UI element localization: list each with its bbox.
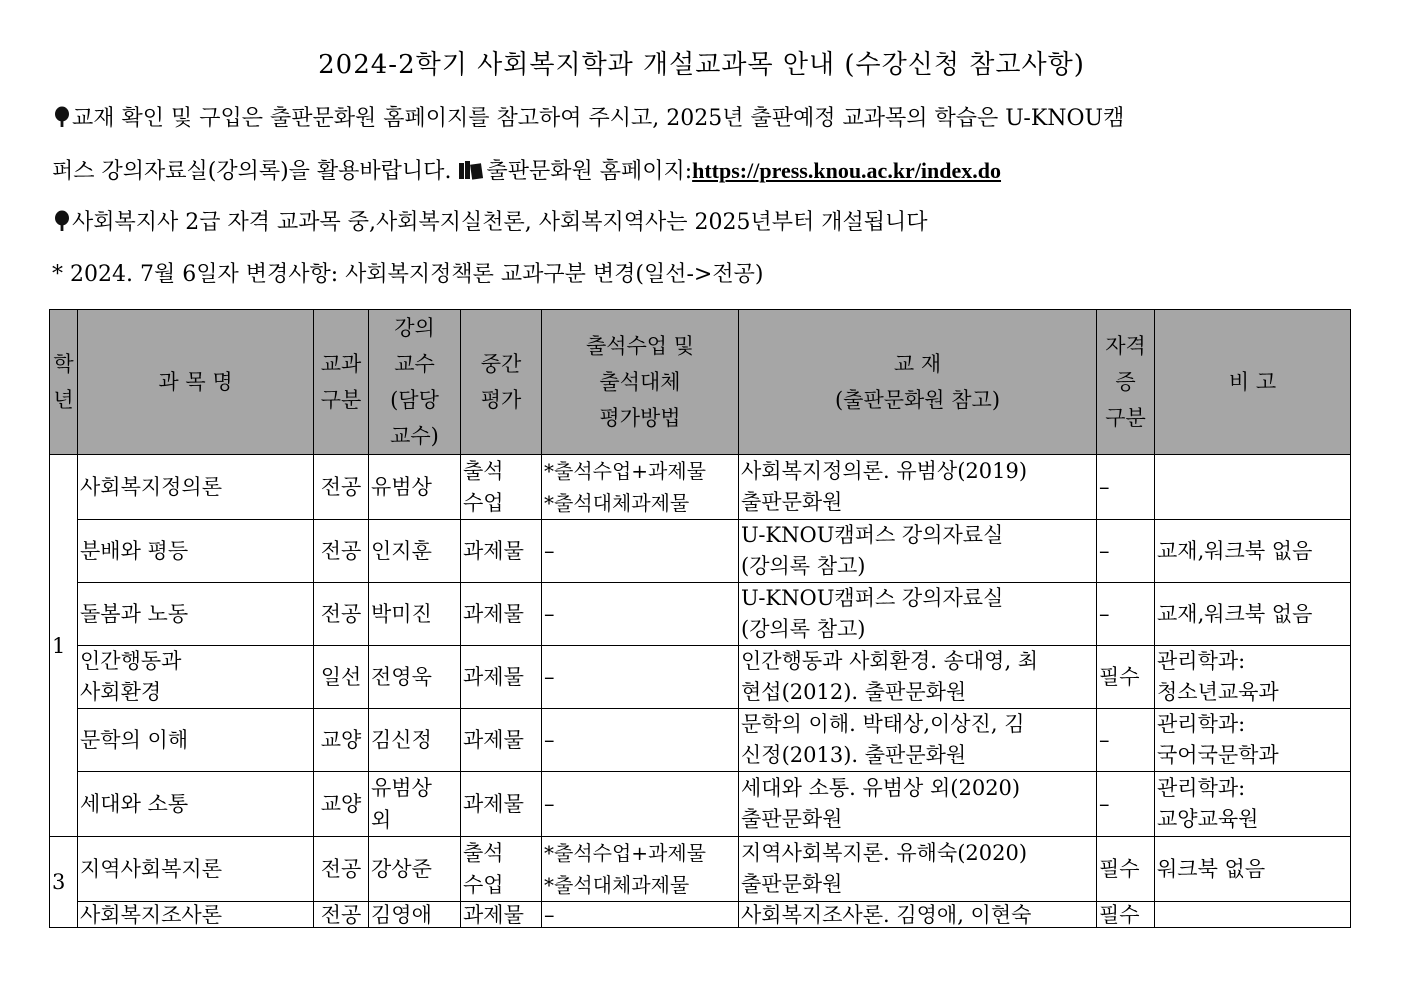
page-title: 2024-2학기 사회복지학과 개설교과목 안내 (수강신청 참고사항) <box>318 50 1085 80</box>
course-type-cell: 전공 <box>314 902 369 928</box>
cell-line: 워크북 없음 <box>1157 856 1266 881</box>
cell-line: – <box>544 792 555 816</box>
cell-line: 세대와 소통 <box>80 791 189 816</box>
cell-line: – <box>544 602 555 626</box>
cell-line: 교수) <box>390 424 439 448</box>
cell-line: 교과 <box>320 352 362 376</box>
midterm-cell <box>461 772 542 837</box>
course-name-cell <box>78 709 314 772</box>
certificate-cell: 필수 <box>1097 646 1155 709</box>
cell-line: 사회복지정의론 <box>80 474 223 499</box>
certificate-cell: – <box>1097 455 1155 520</box>
attendance-method-cell <box>542 902 739 928</box>
cell-line: 사회복지조사론 <box>80 902 223 927</box>
cell-line: 사회복지조사론. 김영애, 이현숙 <box>741 902 1032 927</box>
professor-cell <box>369 902 461 928</box>
change-notice: * 2024. 7월 6일자 변경사항: 사회복지정책론 교과구분 변경(일선->전공) <box>52 262 764 287</box>
cell-line: 지역사회복지론. 유해숙(2020) <box>741 841 1028 865</box>
table-row <box>50 646 1351 709</box>
cell-line: 과제물 <box>463 602 524 626</box>
cell-line: U-KNOU캠퍼스 강의자료실 <box>741 523 1004 547</box>
course-table <box>49 309 1351 928</box>
notice-text-3: 사회복지사 2급 자격 교과목 중,사회복지실천론, 사회복지역사는 2025년부터 개설됩니다 <box>72 210 928 235</box>
midterm-cell <box>461 455 542 520</box>
attendance-method-cell <box>542 837 739 902</box>
cell-line: *출석대체과제물 <box>544 873 690 897</box>
press-site-link[interactable]: https://press.knou.ac.kr/index.do <box>692 158 1002 183</box>
professor-cell <box>369 709 461 772</box>
header-prof <box>369 310 461 455</box>
certificate-cell: – <box>1097 583 1155 646</box>
professor-cell <box>369 583 461 646</box>
cell-line: 국어국문학과 <box>1157 743 1279 767</box>
cell-line: 출판문화원 <box>741 872 843 896</box>
table-row <box>50 902 1351 928</box>
cell-line: (담당 <box>390 388 439 412</box>
note-cell <box>1155 709 1351 772</box>
header-textbook <box>739 310 1097 455</box>
table-body <box>50 455 1351 928</box>
header-course: 과 목 명 <box>78 310 314 455</box>
attendance-method-cell <box>542 709 739 772</box>
header-midterm <box>461 310 542 455</box>
cell-line: 수업 <box>463 873 504 897</box>
notice-text-2: 퍼스 강의자료실(강의록)을 활용바랍니다. <box>52 159 459 184</box>
textbook-cell <box>739 902 1097 928</box>
textbook-cell <box>739 455 1097 520</box>
course-name-cell <box>78 772 314 837</box>
cell-line: 자격 <box>1105 334 1146 358</box>
cell-line: 외 <box>371 808 392 832</box>
table-row <box>50 455 1351 520</box>
course-type-cell: 교양 <box>314 772 369 837</box>
cell-line: 평가방법 <box>599 406 681 430</box>
cell-line: 출판문화원 <box>741 807 843 831</box>
table-row <box>50 772 1351 837</box>
cell-line: 유범상 <box>371 776 432 800</box>
midterm-cell <box>461 902 542 928</box>
notice-line-3 <box>52 205 928 236</box>
note-cell <box>1155 646 1351 709</box>
note-cell <box>1155 902 1351 928</box>
cell-line: 사회환경 <box>80 680 162 704</box>
professor-cell <box>369 455 461 520</box>
tree-icon <box>52 210 72 232</box>
cell-line: 유범상 <box>371 475 432 499</box>
cell-line: 인간행동과 <box>80 649 182 673</box>
midterm-cell <box>461 837 542 902</box>
certificate-cell: 필수 <box>1097 902 1155 928</box>
cell-line: 전영욱 <box>371 665 432 689</box>
cell-line: 강의 <box>394 316 435 340</box>
cell-line: 출석 <box>463 459 504 483</box>
header-type <box>314 310 369 455</box>
header-grade <box>50 310 78 455</box>
cell-line: – <box>544 665 555 689</box>
course-name-cell <box>78 646 314 709</box>
midterm-cell <box>461 709 542 772</box>
cell-line: 과제물 <box>463 539 524 563</box>
cell-line: 신정(2013). 출판문화원 <box>741 743 967 767</box>
course-type-cell: 전공 <box>314 520 369 583</box>
cell-line: 출석수업 및 <box>585 334 695 358</box>
cell-line: *출석수업+과제물 <box>544 459 706 483</box>
cell-line: 교재,워크북 없음 <box>1157 538 1313 563</box>
course-type-cell: 전공 <box>314 583 369 646</box>
cell-line: 청소년교육과 <box>1157 680 1279 704</box>
header-note: 비 고 <box>1155 310 1351 455</box>
note-cell <box>1155 455 1351 520</box>
attendance-method-cell <box>542 455 739 520</box>
professor-cell <box>369 646 461 709</box>
cell-line: 증 <box>1115 370 1136 394</box>
cell-line: 구분 <box>1105 406 1146 430</box>
textbook-cell <box>739 520 1097 583</box>
cell-line: U-KNOU캠퍼스 강의자료실 <box>741 586 1004 610</box>
site-label: 출판문화원 홈페이지: <box>486 159 693 184</box>
certificate-cell: – <box>1097 709 1155 772</box>
cell-line: – <box>544 539 555 563</box>
cell-line: 박미진 <box>371 602 432 626</box>
cell-line: 인간행동과 사회환경. 송대영, 최 <box>741 649 1039 673</box>
note-cell <box>1155 772 1351 837</box>
textbook-cell <box>739 646 1097 709</box>
table-row <box>50 583 1351 646</box>
cell-line: *출석대체과제물 <box>544 491 690 515</box>
attendance-method-cell <box>542 772 739 837</box>
course-type-cell: 교양 <box>314 709 369 772</box>
table-row <box>50 837 1351 902</box>
course-type-cell: 전공 <box>314 455 369 520</box>
midterm-cell <box>461 583 542 646</box>
grade-cell: 3 <box>50 837 78 928</box>
professor-cell <box>369 520 461 583</box>
cell-line: 과제물 <box>463 902 524 927</box>
midterm-cell <box>461 646 542 709</box>
cell-line: 세대와 소통. 유범상 외(2020) <box>741 776 1021 800</box>
cell-line: 수업 <box>463 491 504 515</box>
course-type-cell: 일선 <box>314 646 369 709</box>
cell-line: 돌봄과 노동 <box>80 601 189 626</box>
cell-line: 인지훈 <box>371 539 432 563</box>
attendance-method-cell <box>542 646 739 709</box>
cell-line: (강의록 참고) <box>741 554 866 578</box>
cell-line: 김신정 <box>371 728 432 752</box>
cell-line: 관리학과: <box>1157 776 1246 800</box>
textbook-cell <box>739 772 1097 837</box>
course-name-cell <box>78 455 314 520</box>
attendance-method-cell <box>542 583 739 646</box>
certificate-cell: 필수 <box>1097 837 1155 902</box>
cell-line: (강의록 참고) <box>741 617 866 641</box>
header-cert <box>1097 310 1155 455</box>
cell-line: 과제물 <box>463 792 524 816</box>
certificate-cell: – <box>1097 772 1155 837</box>
textbook-cell <box>739 709 1097 772</box>
cell-line: 출석 <box>463 841 504 865</box>
cell-line: 문학의 이해 <box>80 727 189 752</box>
notice-line-2 <box>52 154 1001 185</box>
cell-line: – <box>544 902 555 927</box>
notice-text-1: 교재 확인 및 구입은 출판문화원 홈페이지를 참고하여 주시고, 2025년 출판예정 교과목의 학습은 U-KNOU캠 <box>72 106 1125 131</box>
course-name-cell <box>78 902 314 928</box>
table-row <box>50 709 1351 772</box>
cell-line: 과제물 <box>463 665 524 689</box>
cell-line: 관리학과: <box>1157 649 1246 673</box>
cell-line: 구분 <box>320 388 362 412</box>
course-type-cell: 전공 <box>314 837 369 902</box>
grade-cell: 1 <box>50 455 78 837</box>
textbook-cell <box>739 583 1097 646</box>
note-cell <box>1155 837 1351 902</box>
cell-line: 강상준 <box>371 857 432 881</box>
cell-line: 출판문화원 <box>741 490 843 514</box>
cell-line: 김영애 <box>371 902 432 927</box>
textbook-cell <box>739 837 1097 902</box>
cell-line: 과제물 <box>463 728 524 752</box>
cell-line: 교수 <box>394 352 435 376</box>
cell-line: 교양교육원 <box>1157 807 1259 831</box>
cell-line: 문학의 이해. 박태상,이상진, 김 <box>741 712 1025 736</box>
cell-line: 출석대체 <box>599 370 681 394</box>
header-attend <box>542 310 739 455</box>
course-name-cell <box>78 520 314 583</box>
cell-line: – <box>544 728 555 752</box>
cell-line: 관리학과: <box>1157 712 1246 736</box>
tree-icon <box>52 106 72 128</box>
notice-line-1 <box>52 101 1124 132</box>
attendance-method-cell <box>542 520 739 583</box>
cell-line: 년 <box>53 388 74 412</box>
note-cell <box>1155 520 1351 583</box>
note-cell <box>1155 583 1351 646</box>
course-name-cell <box>78 583 314 646</box>
book-icon <box>458 159 484 181</box>
cell-line: (출판문화원 참고) <box>834 388 1001 412</box>
cell-line: 분배와 평등 <box>80 538 189 563</box>
midterm-cell <box>461 520 542 583</box>
professor-cell <box>369 772 461 837</box>
cell-line: 평가 <box>480 388 522 412</box>
cell-line: 사회복지정의론. 유범상(2019) <box>741 459 1028 483</box>
cell-line: 지역사회복지론 <box>80 856 223 881</box>
cell-line: 학 <box>53 352 74 376</box>
cell-line: 중간 <box>480 352 522 376</box>
certificate-cell: – <box>1097 520 1155 583</box>
professor-cell <box>369 837 461 902</box>
cell-line: *출석수업+과제물 <box>544 841 706 865</box>
table-header-row <box>50 310 1351 455</box>
cell-line: 현섭(2012). 출판문화원 <box>741 680 967 704</box>
course-name-cell <box>78 837 314 902</box>
cell-line: 교 재 <box>893 352 942 376</box>
cell-line: 교재,워크북 없음 <box>1157 601 1313 626</box>
table-row <box>50 520 1351 583</box>
